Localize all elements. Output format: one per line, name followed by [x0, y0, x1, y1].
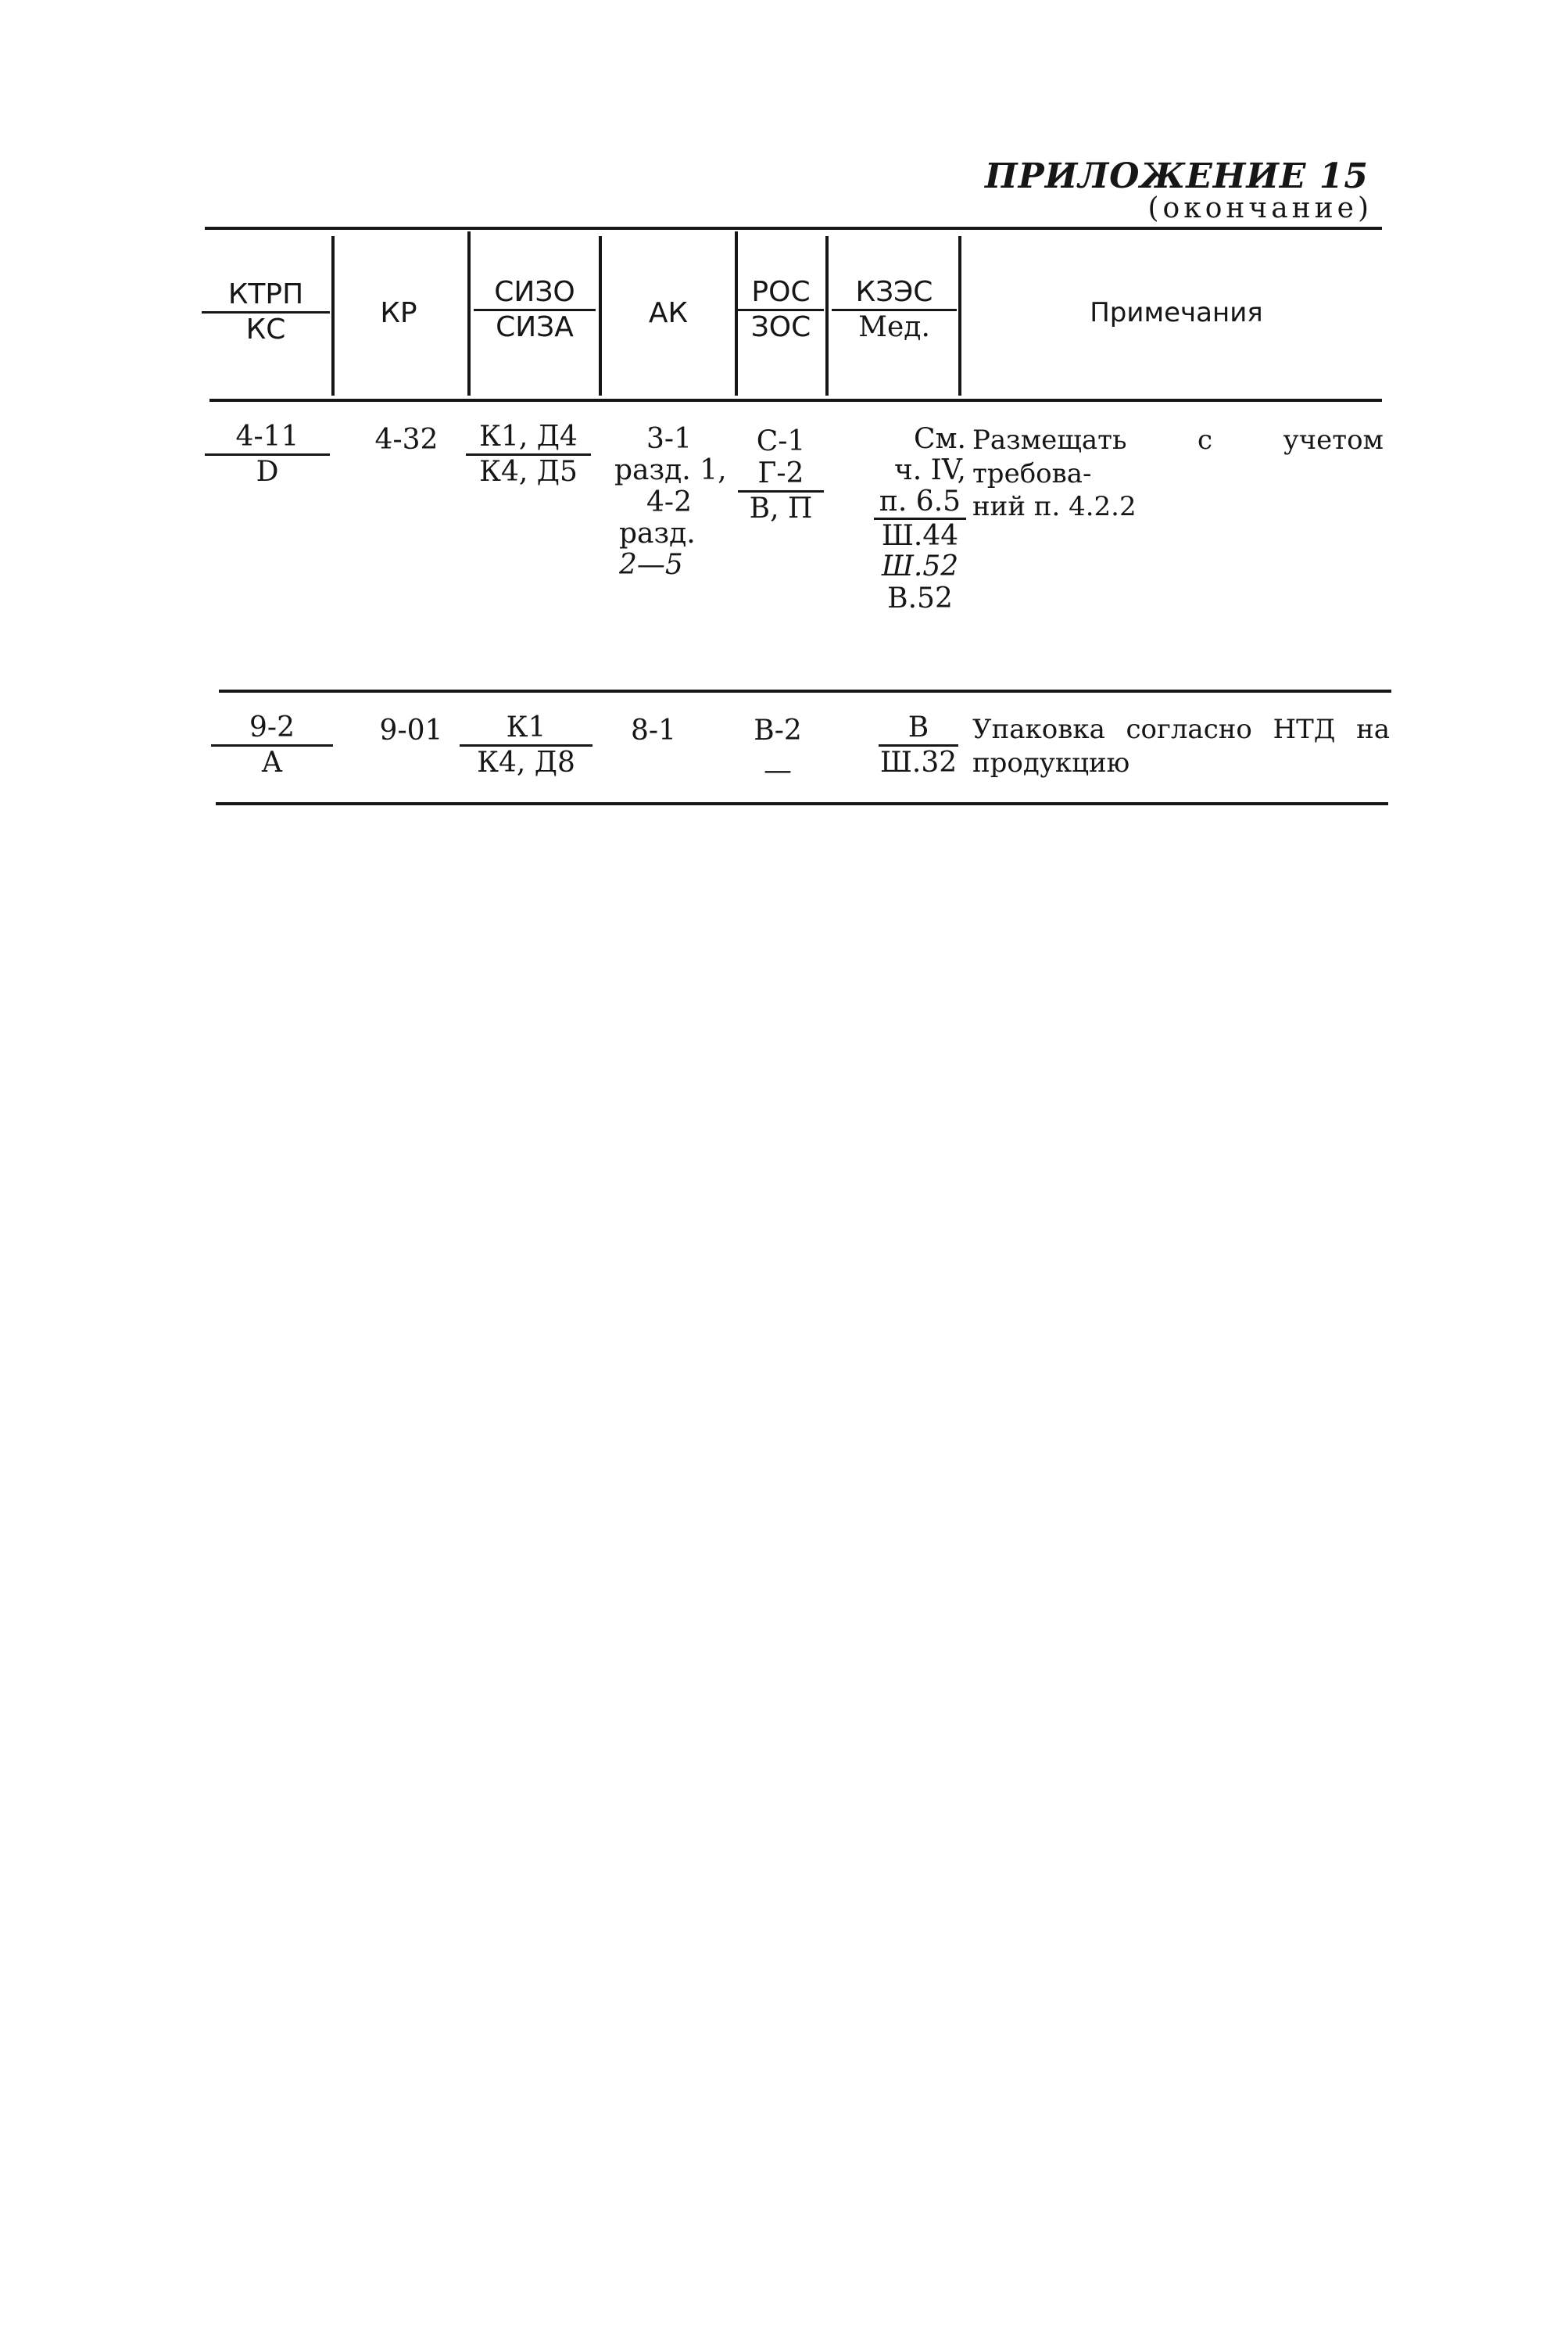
header-kr: КР — [380, 297, 417, 329]
row1-ros-line: С-1 — [756, 425, 806, 457]
row1-sizo-siza — [466, 422, 591, 487]
table-bottom-rule — [216, 802, 1388, 805]
header-med: Мед. — [858, 310, 930, 343]
row1-siza: К4, Д5 — [479, 455, 578, 488]
row2-sizo-siza — [460, 713, 592, 778]
row2-siza: К4, Д8 — [477, 746, 575, 779]
row1-ktrp-ks — [205, 422, 330, 487]
col-divider-2 — [467, 231, 471, 396]
row1-ak-line: разд. 1, — [614, 454, 727, 487]
header-ak: АК — [648, 297, 689, 329]
row1-kzes-line: ч. IV, — [893, 454, 966, 487]
header-ros: РОС — [751, 276, 811, 308]
header-sizo: СИЗО — [494, 276, 575, 308]
row2-note-line: Упаковка согласно НТД на — [972, 714, 1390, 745]
header-ktrp: КТРП — [227, 278, 304, 310]
row1-kr: 4-32 — [374, 424, 439, 456]
col-divider-5 — [825, 236, 829, 396]
row1-ktrp: 4-11 — [235, 421, 299, 453]
row1-kzes-med — [874, 424, 966, 615]
col-divider-1 — [331, 236, 335, 396]
header-ks: КС — [245, 313, 286, 346]
row2-sizo: К1 — [506, 711, 546, 744]
row2-note — [972, 713, 1390, 779]
row2-ktrp: 9-2 — [249, 711, 295, 744]
header-ktrp-ks — [202, 280, 330, 345]
header-kzes: КЗЭС — [855, 276, 933, 308]
row1-kzes-num: п. 6.5 — [879, 485, 961, 518]
row1-kzes-line: Ш.52 — [881, 550, 959, 583]
header-sizo-siza — [474, 278, 596, 342]
row1-sizo: К1, Д4 — [479, 421, 578, 453]
row-separator-rule — [219, 690, 1391, 693]
header-siza: СИЗА — [496, 310, 574, 343]
header-notes: Примечания — [1090, 297, 1263, 328]
row1-zos: В, П — [749, 492, 813, 525]
row2-note-line: продукцию — [972, 747, 1130, 779]
row2-ros-zos — [735, 713, 821, 788]
row2-zos: — — [764, 754, 792, 787]
row1-note — [972, 424, 1384, 524]
row1-ks: D — [256, 455, 279, 488]
row2-ktrp-ks — [211, 713, 333, 778]
row1-ros-zos — [738, 424, 824, 524]
row2-ak: 8-1 — [631, 715, 676, 747]
row1-ak-line: разд. — [619, 517, 696, 550]
row1-ak-line: 2—5 — [619, 549, 683, 582]
row1-note-line: Размещать с учетом требова- — [972, 425, 1384, 489]
row2-kzes: В — [908, 711, 929, 744]
row2-med: Ш.32 — [879, 746, 958, 779]
row2-kr: 9-01 — [379, 715, 443, 747]
row1-ak-line: 4-2 — [646, 486, 692, 518]
row1-kzes-line: В.52 — [887, 582, 953, 615]
row1-kzes-den: Ш.44 — [881, 520, 959, 553]
row2-ks: А — [261, 746, 283, 779]
row1-kzes-line: См. — [914, 423, 966, 455]
appendix-title: ПРИЛОЖЕНИЕ 15 — [985, 156, 1369, 196]
col-divider-3 — [599, 236, 602, 396]
row2-kzes-med — [879, 713, 958, 778]
header-ros-zos — [738, 278, 824, 342]
table-header-bottom-rule — [209, 399, 1382, 402]
row2-ros: В-2 — [754, 715, 802, 747]
header-zos: ЗОС — [750, 310, 811, 343]
row1-note-line: ний п. 4.2.2 — [972, 491, 1137, 522]
appendix-subtitle: (окончание) — [1147, 192, 1373, 224]
table-top-rule — [205, 227, 1382, 230]
col-divider-6 — [958, 236, 961, 396]
row1-ros: Г-2 — [757, 457, 804, 489]
row1-ak — [614, 423, 727, 582]
header-kzes-med — [832, 278, 957, 342]
row1-ak-line: 3-1 — [646, 423, 692, 455]
